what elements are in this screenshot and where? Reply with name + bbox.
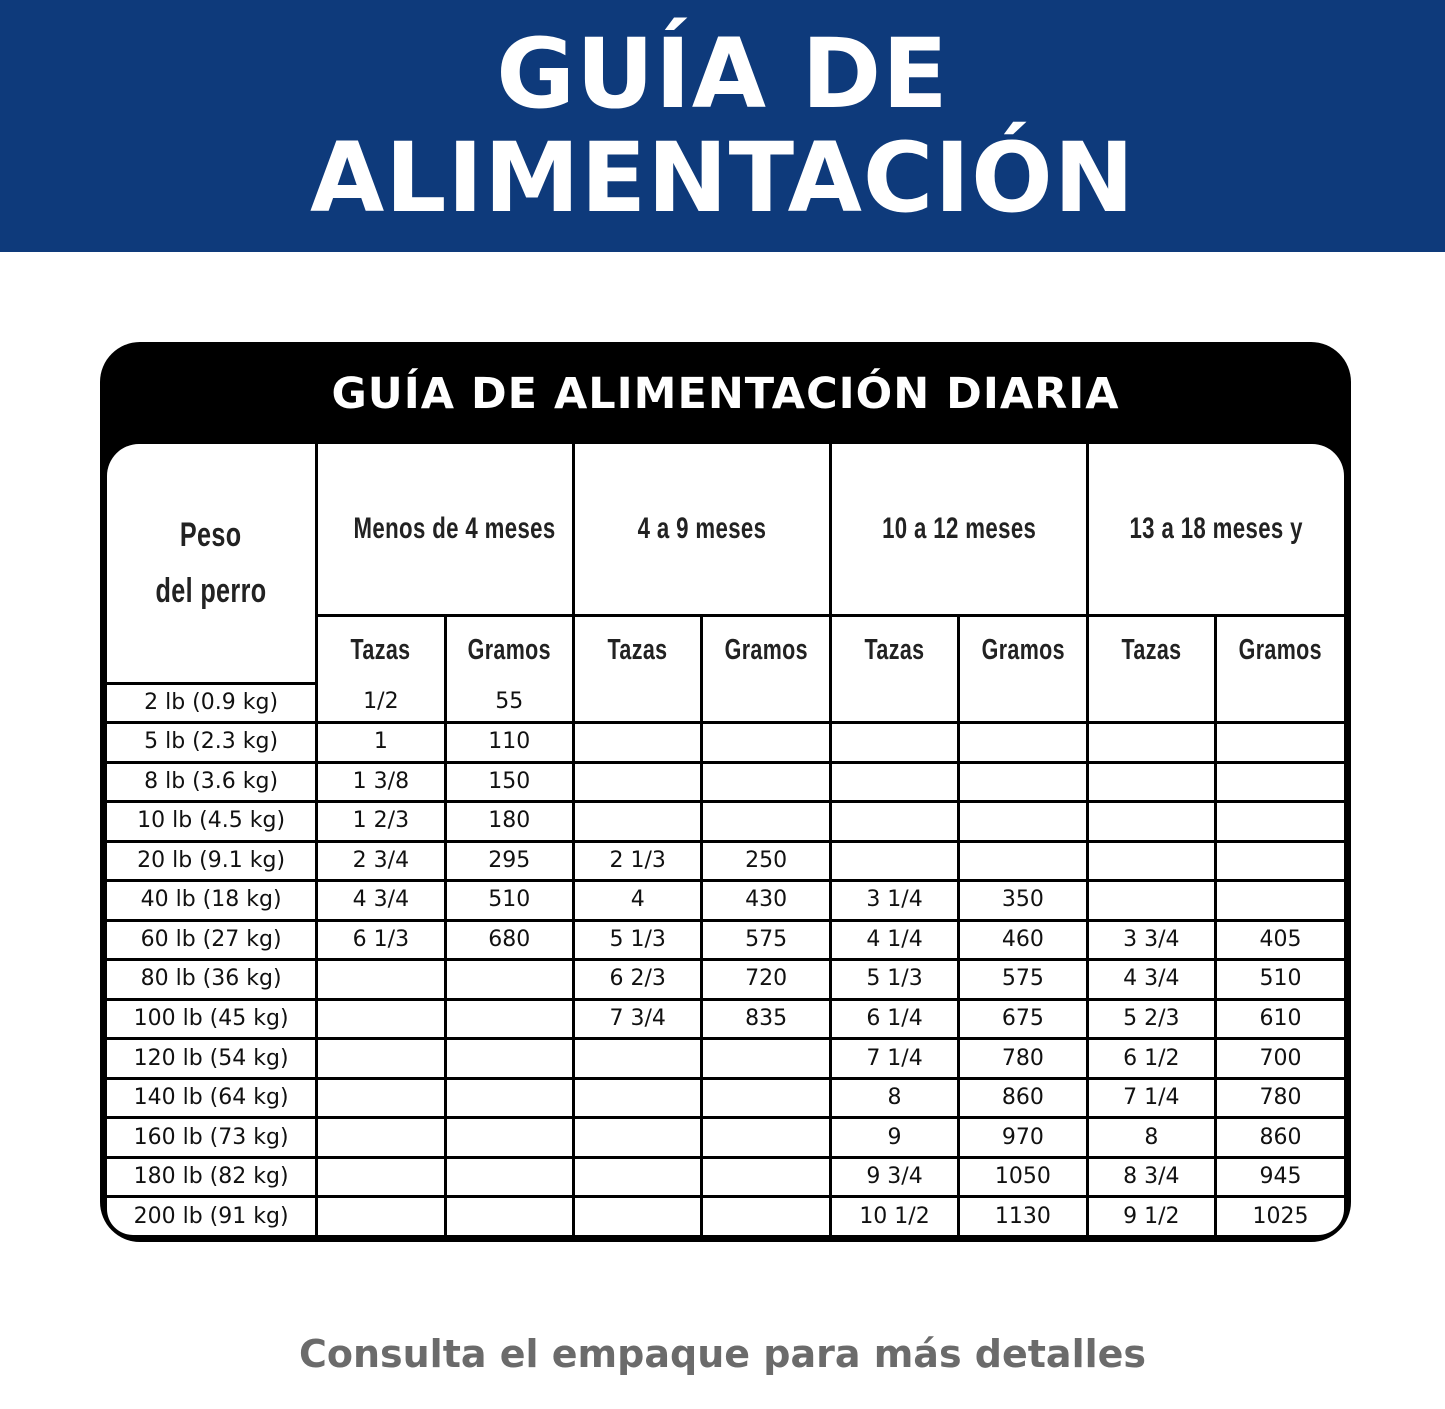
weight-cell: 80 lb (36 kg) (107, 960, 317, 1000)
feeding-guide-card (100, 342, 1351, 1242)
sub-header-cups: Tazas (830, 616, 958, 684)
cups-cell: 5 1/3 (573, 920, 701, 960)
table-row (107, 683, 1344, 723)
cups-cell (573, 802, 701, 842)
grams-cell (1216, 683, 1344, 723)
table-row (107, 920, 1344, 960)
grams-cell (959, 762, 1087, 802)
banner-title-line-1: GUÍA DE (496, 18, 949, 130)
cups-cell: 3 3/4 (1087, 920, 1215, 960)
cups-cell (830, 683, 958, 723)
grams-cell (702, 1197, 830, 1235)
cups-cell: 4 1/4 (830, 920, 958, 960)
cups-cell (573, 1197, 701, 1235)
cups-cell: 1 3/8 (317, 762, 445, 802)
grams-cell: 720 (702, 960, 830, 1000)
grams-cell (445, 960, 573, 1000)
grams-cell (702, 762, 830, 802)
cups-cell (317, 1039, 445, 1079)
grams-cell: 575 (959, 960, 1087, 1000)
grams-cell: 700 (1216, 1039, 1344, 1079)
cups-cell: 6 1/3 (317, 920, 445, 960)
group-header-10-to-12-months: 10 a 12 meses (830, 444, 1087, 616)
grams-cell (1216, 841, 1344, 881)
cups-cell: 1/2 (317, 683, 445, 723)
grams-cell: 945 (1216, 1157, 1344, 1197)
weight-cell: 200 lb (91 kg) (107, 1197, 317, 1235)
cups-cell (830, 841, 958, 881)
cups-cell (573, 723, 701, 763)
grams-cell: 675 (959, 999, 1087, 1039)
cups-cell: 9 1/2 (1087, 1197, 1215, 1235)
title-banner (0, 0, 1445, 252)
table-row (107, 960, 1344, 1000)
grams-cell (959, 683, 1087, 723)
weight-cell: 100 lb (45 kg) (107, 999, 317, 1039)
table-row (107, 881, 1344, 921)
feeding-table-container (107, 444, 1344, 1235)
table-row (107, 723, 1344, 763)
cups-cell: 6 1/4 (830, 999, 958, 1039)
group-header-4-to-9-months: 4 a 9 meses (573, 444, 830, 616)
grams-cell: 780 (959, 1039, 1087, 1079)
grams-cell (959, 723, 1087, 763)
grams-cell (1216, 723, 1344, 763)
cups-cell: 9 (830, 1118, 958, 1158)
banner-title-line-2: ALIMENTACIÓN (309, 122, 1136, 234)
weight-cell: 5 lb (2.3 kg) (107, 723, 317, 763)
table-row (107, 802, 1344, 842)
weight-header-line-1: Peso (180, 515, 242, 554)
table-row (107, 841, 1344, 881)
cups-cell: 10 1/2 (830, 1197, 958, 1235)
table-row (107, 1197, 1344, 1235)
cups-cell (573, 683, 701, 723)
weight-cell: 2 lb (0.9 kg) (107, 683, 317, 723)
grams-cell (445, 999, 573, 1039)
cups-cell: 3 1/4 (830, 881, 958, 921)
table-body (107, 683, 1344, 1235)
sub-header-cups: Tazas (1087, 616, 1215, 684)
cups-cell: 5 1/3 (830, 960, 958, 1000)
cups-cell (1087, 841, 1215, 881)
sub-header-grams: Gramos (702, 616, 830, 684)
group-header-row (107, 444, 1344, 616)
cups-cell: 6 1/2 (1087, 1039, 1215, 1079)
grams-cell: 680 (445, 920, 573, 960)
grams-cell: 110 (445, 723, 573, 763)
grams-cell: 150 (445, 762, 573, 802)
cups-cell (317, 1118, 445, 1158)
grams-cell (445, 1197, 573, 1235)
grams-cell (702, 1039, 830, 1079)
grams-cell: 860 (1216, 1118, 1344, 1158)
grams-cell (702, 683, 830, 723)
cups-cell (830, 802, 958, 842)
weight-cell: 120 lb (54 kg) (107, 1039, 317, 1079)
cups-cell (317, 999, 445, 1039)
cups-cell (1087, 881, 1215, 921)
grams-cell: 1025 (1216, 1197, 1344, 1235)
sub-header-grams: Gramos (445, 616, 573, 684)
cups-cell (317, 1078, 445, 1118)
grams-cell: 970 (959, 1118, 1087, 1158)
cups-cell (573, 1118, 701, 1158)
weight-cell: 8 lb (3.6 kg) (107, 762, 317, 802)
grams-cell: 510 (1216, 960, 1344, 1000)
group-header-under-4-months: Menos de 4 meses (317, 444, 574, 616)
grams-cell (1216, 762, 1344, 802)
package-details-note: Consulta el empaque para más detalles (298, 1332, 1147, 1376)
grams-cell: 430 (702, 881, 830, 921)
cups-cell (317, 1157, 445, 1197)
cups-cell (573, 1078, 701, 1118)
table-row (107, 1118, 1344, 1158)
grams-cell (445, 1118, 573, 1158)
cups-cell (1087, 802, 1215, 842)
cups-cell (317, 1197, 445, 1235)
weight-cell: 180 lb (82 kg) (107, 1157, 317, 1197)
cups-cell (830, 723, 958, 763)
grams-cell (1216, 881, 1344, 921)
grams-cell (1216, 802, 1344, 842)
grams-cell (702, 802, 830, 842)
grams-cell (445, 1078, 573, 1118)
sub-header-grams: Gramos (1216, 616, 1344, 684)
cups-cell (1087, 762, 1215, 802)
cups-cell: 9 3/4 (830, 1157, 958, 1197)
cups-cell (1087, 683, 1215, 723)
cups-cell: 4 3/4 (1087, 960, 1215, 1000)
grams-cell (702, 1078, 830, 1118)
weight-cell: 60 lb (27 kg) (107, 920, 317, 960)
cups-cell: 8 (1087, 1118, 1215, 1158)
grams-cell: 780 (1216, 1078, 1344, 1118)
cups-cell (830, 762, 958, 802)
weight-cell: 10 lb (4.5 kg) (107, 802, 317, 842)
cups-cell (317, 960, 445, 1000)
grams-cell: 575 (702, 920, 830, 960)
weight-cell: 140 lb (64 kg) (107, 1078, 317, 1118)
grams-cell: 180 (445, 802, 573, 842)
grams-cell (702, 723, 830, 763)
cups-cell: 7 1/4 (1087, 1078, 1215, 1118)
cups-cell: 8 3/4 (1087, 1157, 1215, 1197)
grams-cell (445, 1039, 573, 1079)
grams-cell (702, 1118, 830, 1158)
sub-header-cups: Tazas (317, 616, 445, 684)
grams-cell (445, 1157, 573, 1197)
grams-cell: 460 (959, 920, 1087, 960)
cups-cell: 7 1/4 (830, 1039, 958, 1079)
cups-cell: 4 3/4 (317, 881, 445, 921)
cups-cell: 6 2/3 (573, 960, 701, 1000)
grams-cell (959, 802, 1087, 842)
grams-cell: 250 (702, 841, 830, 881)
grams-cell: 1050 (959, 1157, 1087, 1197)
cups-cell: 4 (573, 881, 701, 921)
grams-cell: 860 (959, 1078, 1087, 1118)
table-row (107, 999, 1344, 1039)
cups-cell: 8 (830, 1078, 958, 1118)
cups-cell: 2 3/4 (317, 841, 445, 881)
table-row (107, 1157, 1344, 1197)
sub-header-grams: Gramos (959, 616, 1087, 684)
cups-cell: 5 2/3 (1087, 999, 1215, 1039)
grams-cell: 55 (445, 683, 573, 723)
feeding-table (107, 444, 1344, 1235)
weight-header-line-2: del perro (155, 571, 267, 610)
cups-cell (573, 762, 701, 802)
grams-cell: 405 (1216, 920, 1344, 960)
grams-cell: 1130 (959, 1197, 1087, 1235)
cups-cell (573, 1157, 701, 1197)
cups-cell (1087, 723, 1215, 763)
weight-cell: 20 lb (9.1 kg) (107, 841, 317, 881)
table-row (107, 1039, 1344, 1079)
weight-cell: 40 lb (18 kg) (107, 881, 317, 921)
cups-cell: 2 1/3 (573, 841, 701, 881)
cups-cell: 1 2/3 (317, 802, 445, 842)
grams-cell: 295 (445, 841, 573, 881)
cups-cell: 1 (317, 723, 445, 763)
grams-cell: 350 (959, 881, 1087, 921)
grams-cell: 835 (702, 999, 830, 1039)
grams-cell: 610 (1216, 999, 1344, 1039)
card-title: GUÍA DE ALIMENTACIÓN DIARIA (331, 369, 1120, 419)
grams-cell (959, 841, 1087, 881)
grams-cell: 510 (445, 881, 573, 921)
cups-cell: 7 3/4 (573, 999, 701, 1039)
group-header-13-to-18-months: 13 a 18 meses y (1087, 444, 1344, 616)
grams-cell (702, 1157, 830, 1197)
weight-cell: 160 lb (73 kg) (107, 1118, 317, 1158)
cups-cell (573, 1039, 701, 1079)
table-row (107, 762, 1344, 802)
weight-column-header (107, 444, 317, 683)
table-row (107, 1078, 1344, 1118)
sub-header-cups: Tazas (573, 616, 701, 684)
